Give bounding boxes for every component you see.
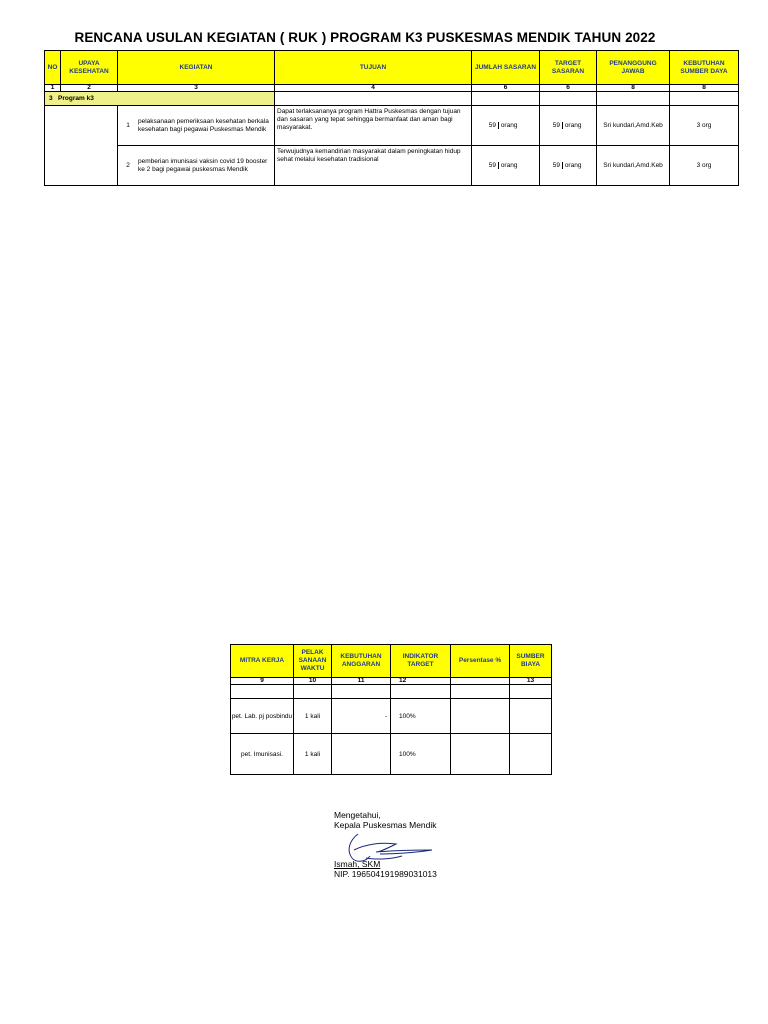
header-mitra-kerja: MITRA KERJA	[231, 645, 294, 678]
signature-nip: NIP. 196504191989031013	[334, 869, 437, 879]
tujuan-cell: Terwujudnya kemandirian masyarakat dalam peningkatan hidup sehat melalui kesehatan tradisional	[275, 146, 472, 186]
jumlah-value: 59	[488, 122, 496, 129]
col-number: 9	[231, 678, 294, 685]
header-kegiatan: KEGIATAN	[118, 51, 275, 85]
mitra-cell: pet. Lab. pj posbindu	[231, 699, 294, 734]
signature-name: Ismah, SKM	[334, 859, 381, 869]
target-unit: orang	[562, 162, 582, 169]
penanggung-jawab-cell: Sri kundari,Amd.Keb	[597, 106, 670, 146]
column-number-row	[45, 85, 739, 92]
kegiatan-text: pemberian imunisasi vaksin covid 19 booster ke 2 bagi pegawai puskesmas Mendik	[138, 157, 268, 173]
section-row	[45, 92, 739, 106]
row-no: 1	[126, 122, 130, 129]
sumber-daya-cell: 3 org	[670, 146, 739, 186]
col-number: 4	[275, 85, 472, 92]
jumlah-unit: orang	[498, 122, 518, 129]
signature-line1: Mengetahui,	[334, 810, 381, 820]
col-number: 6	[472, 85, 540, 92]
target-value: 59	[552, 162, 560, 169]
header-kebutuhan-sumber-daya: KEBUTUHAN SUMBER DAYA	[670, 51, 739, 85]
col-number	[451, 678, 510, 685]
col-number: 1	[45, 85, 61, 92]
mitra-cell: pet. Imunisasi.	[231, 734, 294, 775]
header-upaya: UPAYA KESEHATAN	[61, 51, 118, 85]
jumlah-sasaran-cell	[472, 146, 540, 186]
waktu-cell: 1 kali	[294, 734, 332, 775]
handwritten-signature	[336, 830, 446, 870]
header-persentase: Persentase %	[451, 645, 510, 678]
section-no: 3	[49, 95, 53, 102]
kegiatan-cell	[118, 106, 275, 146]
jumlah-value: 59	[488, 162, 496, 169]
table-row	[45, 146, 739, 186]
section-label	[45, 92, 275, 106]
header-penanggung-jawab: PENANGGUNG JAWAB	[597, 51, 670, 85]
header-indikator-target: INDIKATOR TARGET	[391, 645, 451, 678]
header-tujuan: TUJUAN	[275, 51, 472, 85]
jumlah-unit: orang	[498, 162, 518, 169]
header-target-sasaran: TARGET SASARAN	[540, 51, 597, 85]
persentase-cell	[451, 699, 510, 734]
anggaran-cell	[332, 734, 391, 775]
table-row	[231, 699, 552, 734]
signature-line2: Kepala Puskesmas Mendik	[334, 820, 437, 830]
target-unit: orang	[562, 122, 582, 129]
section-name: Program k3	[58, 95, 94, 102]
header-kebutuhan-anggaran: KEBUTUHAN ANGGARAN	[332, 645, 391, 678]
sumber-daya-cell: 3 org	[670, 106, 739, 146]
header-pelaksanaan-waktu: PELAK SANAAN WAKTU	[294, 645, 332, 678]
col-number: 8	[597, 85, 670, 92]
col-number: 13	[510, 678, 552, 685]
target-value: 59	[552, 122, 560, 129]
persentase-cell	[451, 734, 510, 775]
col-number: 3	[118, 85, 275, 92]
col-number: 8	[670, 85, 739, 92]
col-number: 10	[294, 678, 332, 685]
row-no: 2	[126, 162, 130, 169]
header-jumlah-sasaran: JUMLAH SASARAN	[472, 51, 540, 85]
header-no: NO	[45, 51, 61, 85]
col-number: 11	[332, 678, 391, 685]
target-sasaran-cell	[540, 146, 597, 186]
ruk-table	[44, 50, 739, 186]
spacer-row	[231, 685, 552, 699]
kegiatan-cell	[118, 146, 275, 186]
sumber-biaya-cell	[510, 699, 552, 734]
col-number: 2	[61, 85, 118, 92]
page-title: RENCANA USULAN KEGIATAN ( RUK ) PROGRAM K3 PUSKESMAS MENDIK TAHUN 2022	[74, 30, 656, 45]
anggaran-cell: -	[332, 699, 391, 734]
tujuan-cell: Dapat terlaksananya program Hattra Puskesmas dengan tujuan dan sasaran yang tepat sehingga bermanfaat dan aman bagi masyarakat.	[275, 106, 472, 146]
indikator-cell: 100%	[391, 699, 451, 734]
kegiatan-text: pelaksanaan pemeriksaan kesehatan berkala kesehatan bagi pegawai Puskesmas Mendik	[138, 117, 269, 133]
table-row	[231, 734, 552, 775]
mitra-table	[230, 644, 552, 775]
sumber-biaya-cell	[510, 734, 552, 775]
header-sumber-biaya: SUMBER BIAYA	[510, 645, 552, 678]
indikator-cell: 100%	[391, 734, 451, 775]
col-number: 12	[391, 678, 451, 685]
column-number-row	[231, 678, 552, 685]
penanggung-jawab-cell: Sri kundari,Amd.Keb	[597, 146, 670, 186]
target-sasaran-cell	[540, 106, 597, 146]
waktu-cell: 1 kali	[294, 699, 332, 734]
table-row	[45, 106, 739, 146]
col-number: 6	[540, 85, 597, 92]
jumlah-sasaran-cell	[472, 106, 540, 146]
